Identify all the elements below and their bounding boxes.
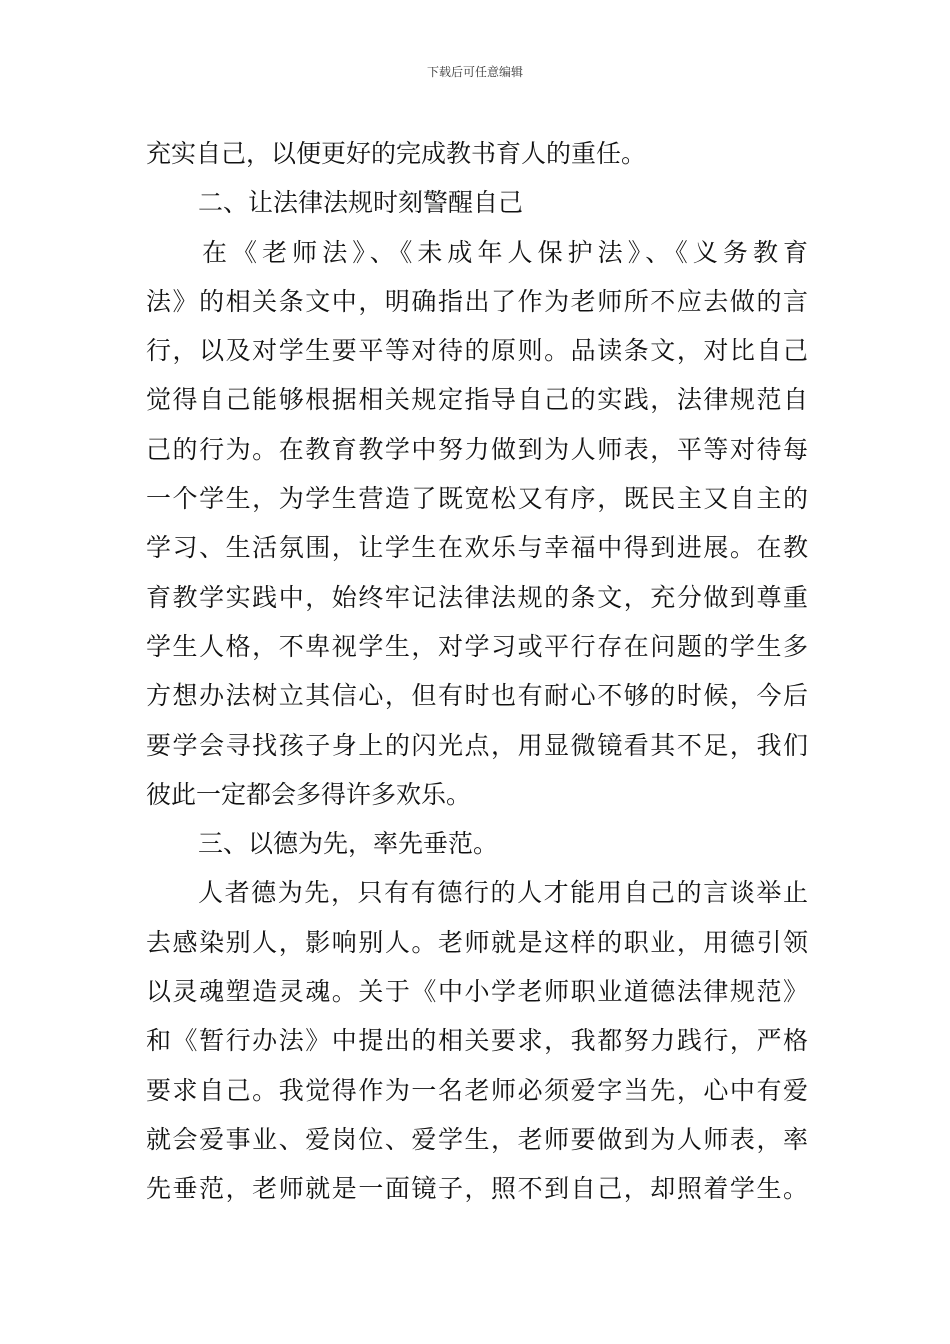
- text-line: 先垂范，老师就是一面镜子，照不到自己，却照着学生。: [146, 1174, 808, 1204]
- text-line: 学生人格，不卑视学生，对学习或平行存在问题的学生多: [146, 631, 808, 661]
- text-line: 就会爱事业、爱岗位、爱学生，老师要做到为人师表，率: [146, 1124, 808, 1154]
- text-line: 在《老师法》、《未成年人保护法》、《义务教育: [202, 237, 808, 267]
- text-line: 以灵魂塑造灵魂。关于《中小学老师职业道德法律规范》: [146, 977, 808, 1007]
- text-line: 觉得自己能够根据相关规定指导自己的实践，法律规范自: [146, 385, 808, 415]
- text-line: 一个学生，为学生营造了既宽松又有序，既民主又自主的: [146, 484, 808, 514]
- text-line: 行，以及对学生要平等对待的原则。品读条文，对比自己: [146, 336, 808, 366]
- page-header: 下载后可任意编辑: [426, 65, 523, 79]
- text-line: 己的行为。在教育教学中努力做到为人师表，平等对待每: [146, 434, 808, 464]
- text-line: 要求自己。我觉得作为一名老师必须爱字当先，心中有爱: [146, 1075, 808, 1105]
- text-line: 育教学实践中，始终牢记法律法规的条文，充分做到尊重: [146, 582, 808, 612]
- text-line: 人者德为先，只有有德行的人才能用自己的言谈举止: [198, 878, 808, 908]
- text-line: 法》的相关条文中，明确指出了作为老师所不应去做的言: [146, 286, 808, 316]
- text-line: 彼此一定都会多得许多欢乐。: [146, 779, 472, 809]
- text-line: 方想办法树立其信心，但有时也有耐心不够的时候，今后: [146, 681, 808, 711]
- document-body: [146, 129, 808, 1214]
- text-line: 去感染别人，影响别人。老师就是这样的职业，用德引领: [146, 927, 808, 957]
- section-heading: 三、以德为先，率先垂范。: [198, 829, 499, 859]
- text-line: 充实自己，以便更好的完成教书育人的重任。: [146, 139, 647, 168]
- text-line: 和《暂行办法》中提出的相关要求，我都努力践行，严格: [146, 1026, 808, 1056]
- section-heading: 二、让法律法规时刻警醒自己: [198, 188, 524, 218]
- text-line: 学习、生活氛围，让学生在欢乐与幸福中得到进展。在教: [146, 533, 808, 563]
- text-line: 要学会寻找孩子身上的闪光点，用显微镜看其不足，我们: [146, 730, 808, 760]
